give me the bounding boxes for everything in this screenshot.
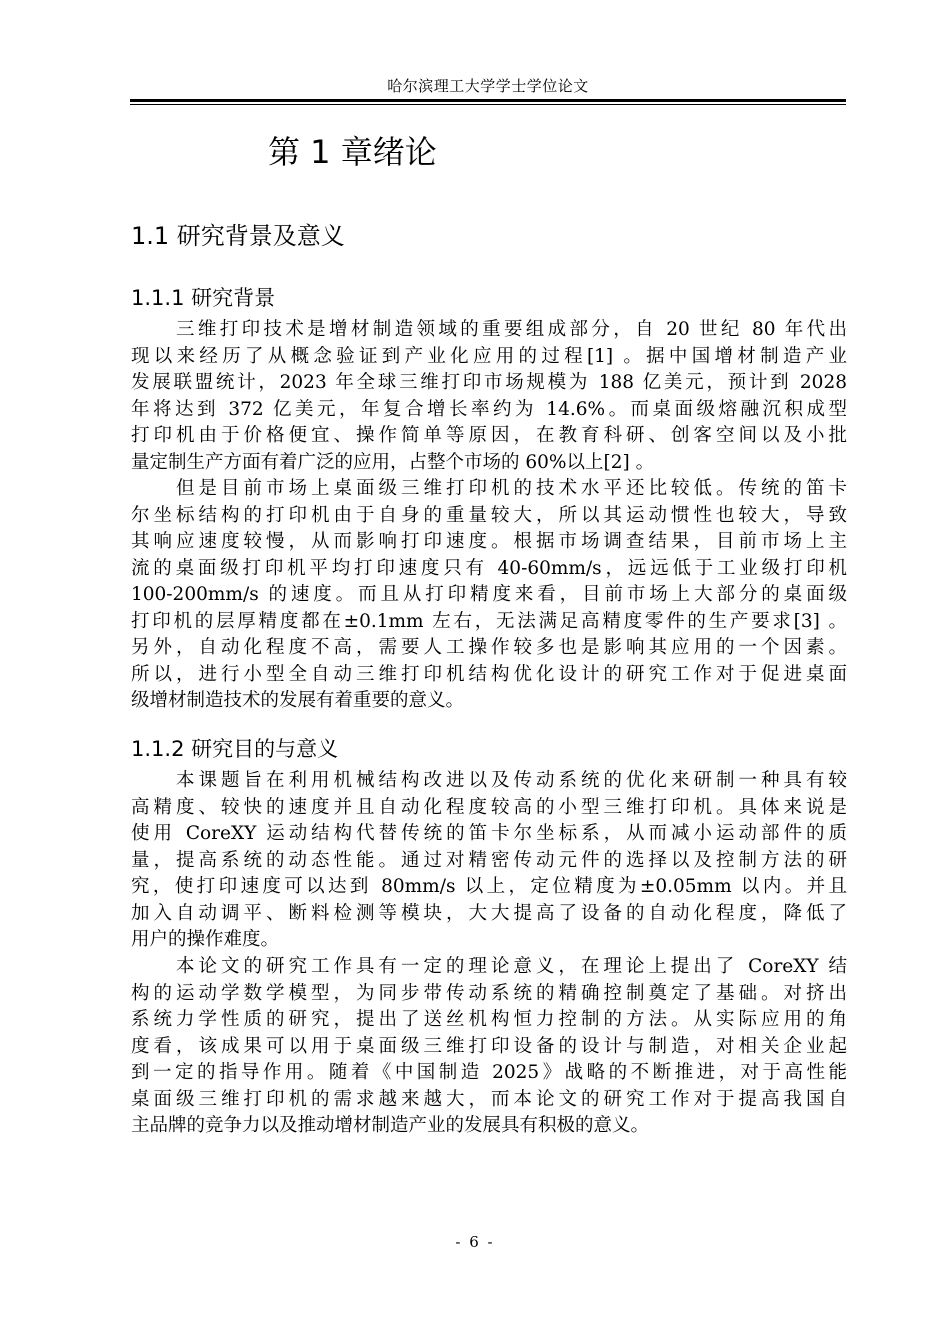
chapter-title: 第 1 章绪论 [268,133,437,171]
paragraph-line: 级增材制造技术的发展有着重要的意义。 [131,690,465,711]
running-header: 哈尔滨理工大学学士学位论文 [387,77,589,95]
paragraph-line: 桌面级三维打印机的需求越来越大，而本论文的研究工作对于提高我国自 [131,1088,847,1110]
paragraph-line: 100-200mm/s 的速度。而且从打印精度来看，目前市场上大部分的桌面级 [131,584,847,605]
paragraph-line: 量，提高系统的动态性能。通过对精密传动元件的选择以及控制方法的研 [131,849,847,871]
paragraph-line: 打印机由于价格便宜、操作简单等原因，在教育科研、创客空间以及小批 [131,425,847,446]
paragraph-current-state [131,476,847,715]
paragraph-purpose [131,768,847,954]
paragraph-line: 年将达到 372 亿美元，年复合增长率约为 14.6%。而桌面级熔融沉积成型 [131,398,847,420]
section-heading-1-1-2: 1.1.2 研究目的与意义 [131,737,339,761]
paragraph-line: 发展联盟统计，2023 年全球三维打印市场规模为 188 亿美元，预计到 2028 [131,372,847,393]
paragraph-line: 究，使打印速度可以达到 80mm/s 以上，定位精度为±0.05mm 以内。并且 [131,876,847,897]
paragraph-line: 其响应速度较慢，从而影响打印速度。根据市场调查结果，目前市场上主 [131,531,847,552]
paragraph-line: 量定制生产方面有着广泛的应用，占整个市场的 60%以上[2] 。 [131,451,655,473]
paragraph-line: 本课题旨在利用机械结构改进以及传动系统的优化来研制一种具有较 [176,770,847,791]
paragraph-line: 现以来经历了从概念验证到产业化应用的过程[1] 。据中国增材制造产业 [131,345,847,367]
page-number: - 6 - [455,1233,495,1251]
paragraph-line: 另外，自动化程度不高，需要人工操作较多也是影响其应用的一个因素。 [131,637,847,658]
paragraph-line: 构的运动学数学模型，为同步带传动系统的精确控制奠定了基础。对挤出 [131,982,847,1004]
paragraph-line: 加入自动调平、断料检测等模块，大大提高了设备的自动化程度，降低了 [131,902,847,924]
paragraph-significance [131,954,847,1140]
header-rule-thick [130,99,846,102]
section-heading-1-1: 1.1 研究背景及意义 [131,222,345,250]
paragraph-line: 流的桌面级打印机平均打印速度只有 40-60mm/s，远远低于工业级打印机 [131,557,847,579]
paragraph-line: 到一定的指导作用。随着《中国制造 2025》战略的不断推进，对于高性能 [131,1062,847,1083]
paragraph-line: 三维打印技术是增材制造领域的重要组成部分，自 20 世纪 80 年代出 [176,319,847,340]
paragraph-line: 使用 CoreXY 运动结构代替传统的笛卡尔坐标系，从而减小运动部件的质 [131,823,847,844]
section-heading-1-1-1: 1.1.1 研究背景 [131,286,276,310]
paragraph-line: 主品牌的竞争力以及推动增材制造产业的发展具有积极的意义。 [131,1115,650,1136]
paragraph-line: 但是目前市场上桌面级三维打印机的技术水平还比较低。传统的笛卡 [176,478,847,499]
paragraph-line: 本论文的研究工作具有一定的理论意义，在理论上提出了 CoreXY 结 [176,956,847,977]
paragraph-line: 用户的操作难度。 [131,929,280,950]
paragraph-line: 高精度、较快的速度并且自动化程度较高的小型三维打印机。具体来说是 [131,796,847,818]
paragraph-line: 度看，该成果可以用于桌面级三维打印设备的设计与制造，对相关企业起 [131,1035,847,1057]
paragraph-line: 所以，进行小型全自动三维打印机结构优化设计的研究工作对于促进桌面 [131,663,847,685]
paragraph-line: 系统力学性质的研究，提出了送丝机构恒力控制的方法。从实际应用的角 [131,1009,847,1030]
paragraph-line: 尔坐标结构的打印机由于自身的重量较大，所以其运动惯性也较大，导致 [131,504,847,526]
paragraph-background [131,317,847,476]
header-rule-thin [130,104,846,105]
paragraph-line: 打印机的层厚精度都在±0.1mm 左右，无法满足高精度零件的生产要求[3] 。 [131,610,847,632]
